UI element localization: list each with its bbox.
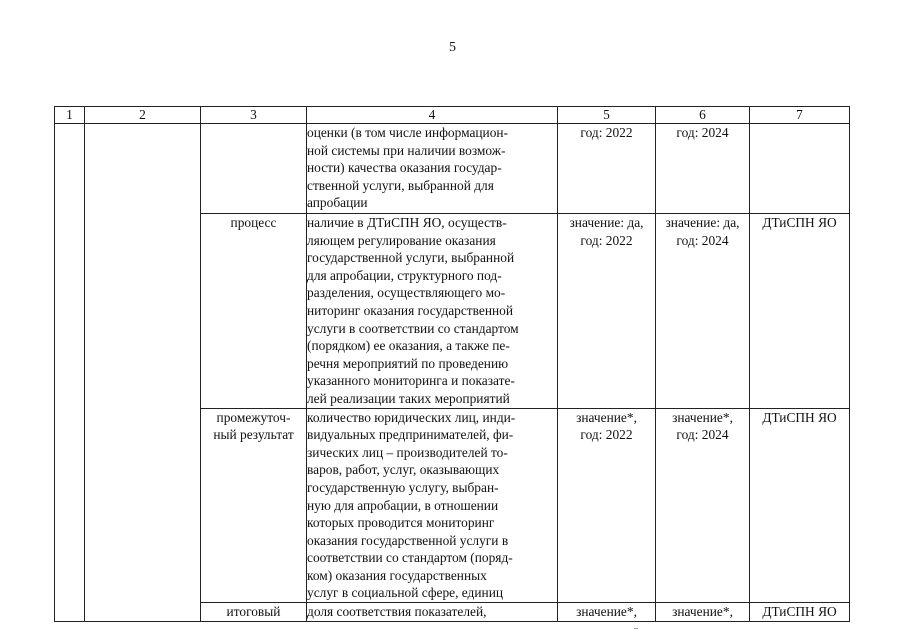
text-line: зических лиц – производителей то- bbox=[307, 444, 508, 460]
text-line: год: 2022 bbox=[580, 125, 633, 140]
cell-responsible: ДТиСПН ЯО bbox=[750, 408, 850, 603]
cell-indicator-type bbox=[201, 408, 307, 603]
text-line: доля соответствия показателей, bbox=[307, 604, 487, 620]
text-line: итоговый bbox=[226, 604, 281, 620]
cell-base-value bbox=[558, 603, 656, 622]
header-row bbox=[55, 107, 850, 124]
text-line: значение*, bbox=[576, 604, 637, 620]
cell-col2-merged bbox=[85, 124, 201, 622]
header-cell-7: 7 bbox=[750, 107, 850, 124]
text-line: ную для апробации, в отношении bbox=[307, 497, 499, 513]
text-line: услуг в социальной сфере, единиц bbox=[307, 585, 504, 601]
cell-responsible: ДТиСПН ЯО bbox=[750, 214, 850, 409]
text-line: лей реализации таких мероприятий bbox=[307, 390, 510, 406]
text-line: указанного мониторинга и показате- bbox=[307, 373, 515, 389]
cell-indicator-type bbox=[201, 214, 307, 409]
cell-indicator-type bbox=[201, 603, 307, 622]
text-line: год: 2024 bbox=[676, 125, 729, 140]
text-line: речня мероприятий по проведению bbox=[307, 355, 509, 371]
text-line: (порядком) ее оказания, а также пе- bbox=[307, 338, 510, 354]
text-line: значение*, bbox=[576, 409, 637, 425]
text-line: разделения, осуществляющего мо- bbox=[307, 285, 506, 301]
cell-responsible: ДТиСПН ЯО bbox=[750, 603, 850, 622]
text-line: видуальных предпринимателей, фи- bbox=[307, 427, 514, 443]
cell-base-value bbox=[558, 408, 656, 603]
cell-base-value bbox=[558, 214, 656, 409]
text-line: значение*, bbox=[672, 604, 733, 620]
cell-target-value bbox=[656, 214, 750, 409]
cell-col3 bbox=[201, 124, 307, 214]
header-cell-2: 2 bbox=[85, 107, 201, 124]
text-line: государственной услуги, выбранной bbox=[307, 250, 515, 266]
cell-base-value bbox=[558, 124, 656, 214]
scan-speck bbox=[634, 628, 638, 629]
text-line: значение: да, bbox=[569, 215, 644, 230]
header-cell-5: 5 bbox=[558, 107, 656, 124]
text-line: ниторинг оказания государственной bbox=[307, 302, 514, 318]
text-line: оказания государственной услуги в bbox=[307, 532, 509, 548]
cell-indicator bbox=[307, 214, 558, 409]
text-line: варов, работ, услуг, оказывающих bbox=[307, 462, 500, 478]
page-number: 5 bbox=[449, 40, 456, 55]
cell-col1-merged bbox=[55, 124, 85, 622]
text-line: ный результат bbox=[213, 427, 294, 443]
text-line: значение: да, bbox=[665, 215, 740, 230]
cell-indicator bbox=[307, 408, 558, 603]
text-line: ности) качества оказания государ- bbox=[307, 160, 502, 176]
cell-responsible bbox=[750, 124, 850, 214]
text-line: наличие в ДТиСПН ЯО, осуществ- bbox=[307, 215, 507, 230]
text-line: оценки (в том числе информацион- bbox=[307, 125, 509, 140]
text-line: ной системы при наличии возмож- bbox=[307, 142, 506, 158]
text-line: услуги в соответствии со стандартом bbox=[307, 320, 519, 336]
text-line: государственную услугу, выбран- bbox=[307, 479, 499, 495]
text-line: апробации bbox=[307, 195, 368, 211]
text-line: количество юридических лиц, инди- bbox=[307, 409, 516, 425]
cell-indicator bbox=[307, 124, 558, 214]
header-cell-6: 6 bbox=[656, 107, 750, 124]
header-cell-4: 4 bbox=[307, 107, 558, 124]
text-line: которых проводится мониторинг bbox=[307, 515, 495, 531]
cell-indicator bbox=[307, 603, 558, 622]
text-line: ственной услуги, выбранной для bbox=[307, 177, 494, 193]
indicators-table bbox=[54, 106, 850, 622]
text-line: год: 2024 bbox=[676, 427, 729, 443]
text-line: промежуточ- bbox=[216, 409, 291, 425]
cell-target-value bbox=[656, 408, 750, 603]
text-line: ляющем регулирование оказания bbox=[307, 232, 496, 248]
cell-target-value bbox=[656, 603, 750, 622]
text-line: год: 2022 bbox=[580, 232, 633, 248]
header-cell-3: 3 bbox=[201, 107, 307, 124]
header-cell-1: 1 bbox=[55, 107, 85, 124]
text-line: год: 2024 bbox=[676, 232, 729, 248]
table-row-continuation bbox=[55, 124, 850, 214]
text-line: год: 2022 bbox=[580, 427, 633, 443]
text-line: значение*, bbox=[672, 409, 733, 425]
cell-target-value bbox=[656, 124, 750, 214]
text-line: соответствии со стандартом (поряд- bbox=[307, 550, 513, 566]
text-line: для апробации, структурного под- bbox=[307, 267, 502, 283]
text-line: ком) оказания государственных bbox=[307, 567, 487, 583]
text-line: процесс bbox=[230, 215, 277, 230]
